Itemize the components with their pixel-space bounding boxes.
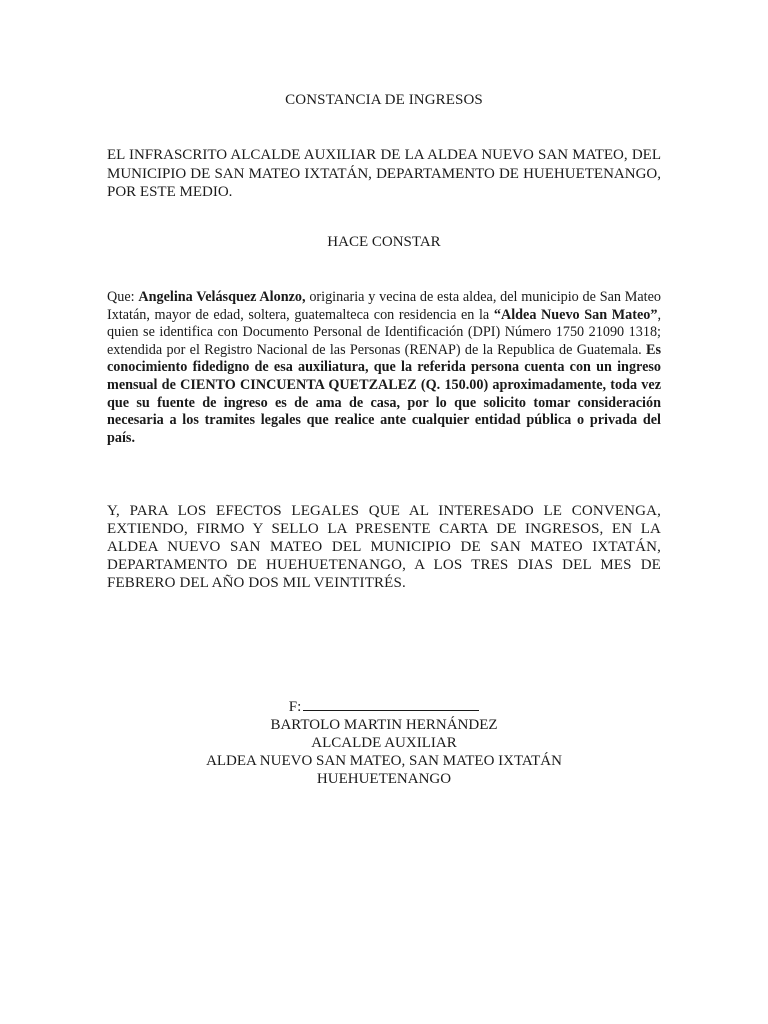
income-statement: Es conocimiento fidedigno de esa auxiliatura, que la referida persona cuenta con un ingreso mensual de CIENTO CINCUENTA QUETZALEZ (Q. 150.00) aproximadamente, toda vez que su fuente de ingreso es de ama de casa, por lo que solicito tomar consideración necesaria a los tramites legales que realice ante cualquier entidad pública o privada del país. <box>107 341 661 446</box>
signer-place: ALDEA NUEVO SAN MATEO, SAN MATEO IXTATÁN <box>206 753 562 769</box>
document-title: CONSTANCIA DE INGRESOS <box>285 92 483 108</box>
signer-role: ALCALDE AUXILIAR <box>311 735 457 751</box>
signature-rule <box>303 698 479 711</box>
body-part2: , quien se identifica con Documento Personal de Identificación (DPI) Número 1750 21090 1318; extendida por el Registro Nacional de las Personas (RENAP) de la Republica de Guatemala. <box>107 306 661 358</box>
body-que: Que: <box>107 289 139 305</box>
intro-paragraph: EL INFRASCRITO ALCALDE AUXILIAR DE LA ALDEA NUEVO SAN MATEO, DEL MUNICIPIO DE SAN MATEO IXTATÁN, DEPARTAMENTO DE HUEHUETENANGO, POR ESTE MEDIO. <box>107 147 661 200</box>
closing-paragraph: Y, PARA LOS EFECTOS LEGALES QUE AL INTERESADO LE CONVENGA, EXTIENDO, FIRMO Y SELLO LA PRESENTE CARTA DE INGRESOS, EN LA ALDEA NUEVO SAN MATEO DEL MUNICIPIO DE SAN MATEO IXTATÁN, DEPARTAMENTO DE HUEHUETENANGO, A LOS TRES DIAS DEL MES DE FEBRERO DEL AÑO DOS MIL VEINTITRÉS. <box>107 503 661 591</box>
person-name: Angelina Velásquez Alonzo, <box>138 289 306 305</box>
signer-name: BARTOLO MARTIN HERNÁNDEZ <box>270 717 498 733</box>
body-paragraph <box>107 289 661 447</box>
hace-constar-heading: HACE CONSTAR <box>327 234 441 250</box>
signer-department: HUEHUETENANGO <box>316 771 452 787</box>
signature-label: F: <box>288 699 302 715</box>
aldea-name: “Aldea Nuevo San Mateo” <box>493 306 658 323</box>
body-part1: originaria y vecina de esta aldea, del municipio de San Mateo Ixtatán, mayor de edad, soltera, guatemalteca con residencia en la <box>107 289 661 323</box>
signature-line <box>107 698 661 717</box>
